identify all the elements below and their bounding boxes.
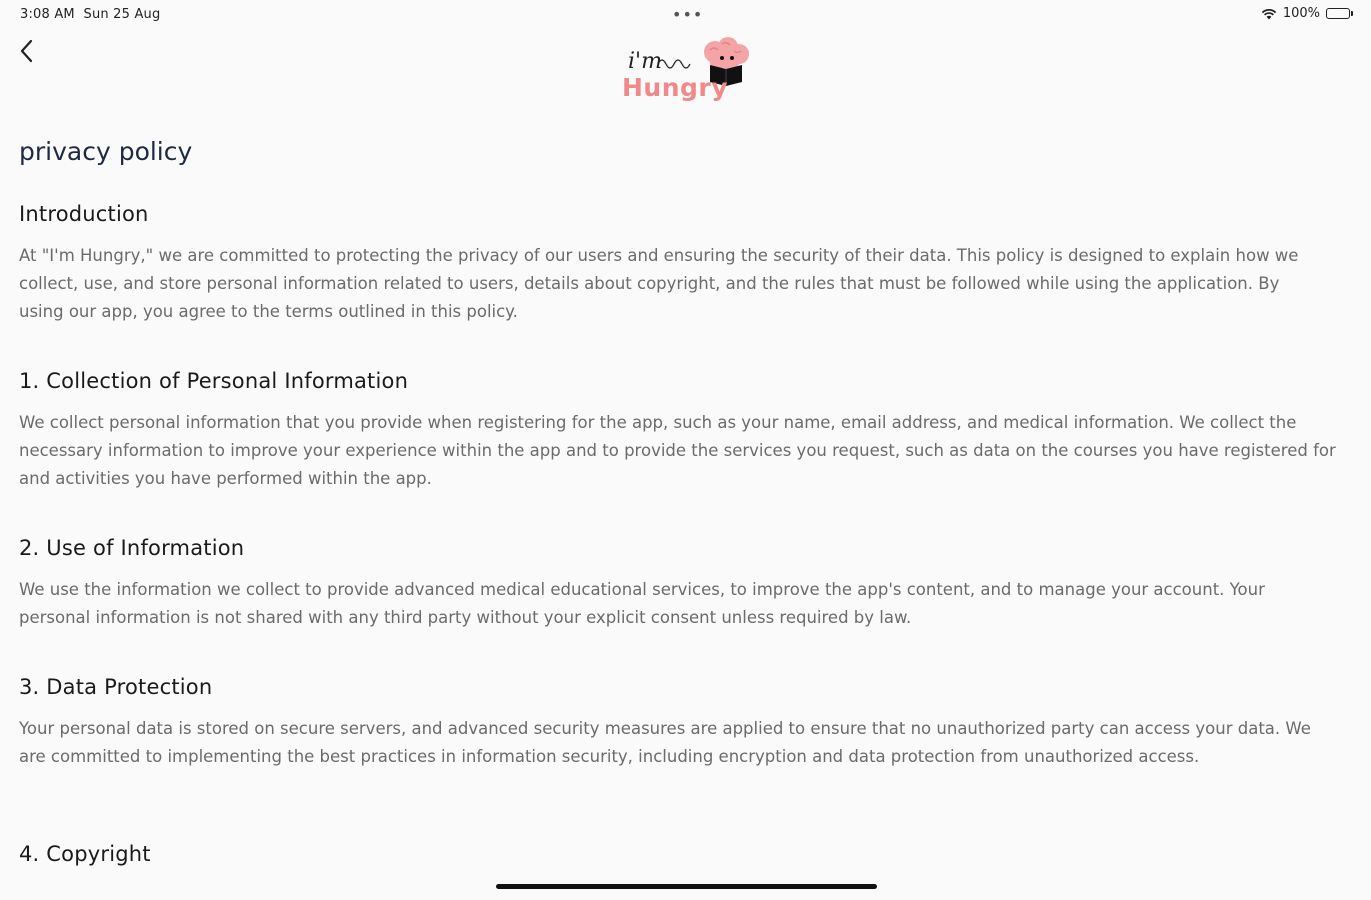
status-right <box>1261 6 1353 21</box>
status-clock: 3:08 AM <box>20 7 75 22</box>
logo-text-im: i'm <box>628 49 662 74</box>
section-body: At "I'm Hungry," we are committed to protecting the privacy of our users and ensuring the security of their data. This policy is designed to explain how we collect, use, and store personal information related to users, details about copyright, and the rules that must be followed while using the application. By using our app, you agree to the terms outlined in this policy. <box>19 246 1299 321</box>
section-heading: 4. Copyright <box>19 842 151 866</box>
section-heading: 1. Collection of Personal Information <box>19 369 409 393</box>
status-time <box>20 7 160 22</box>
section-body: We use the information we collect to provide advanced medical educational services, to improve the app's content, and to manage your account. Your personal information is not shared with any third party without your explicit consent unless required by law. <box>19 580 1265 627</box>
status-date: Sun 25 Aug <box>83 7 161 22</box>
section-introduction <box>19 200 1329 326</box>
section-body: Your personal data is stored on secure servers, and advanced security measures are applied to ensure that no unauthorized party can access your data. We are committed to implementing the best practices in information security, including encryption and data protection from unauthorized access. <box>19 719 1311 766</box>
im-hungry-logo-icon <box>618 34 754 108</box>
chevron-left-icon <box>20 39 34 63</box>
section-heading: 3. Data Protection <box>19 675 213 699</box>
section-data-protection <box>19 673 1329 771</box>
back-button[interactable] <box>14 36 40 66</box>
wifi-icon <box>1261 8 1277 20</box>
section-collection <box>19 367 1359 493</box>
logo-text-hungry: Hungry <box>622 73 729 102</box>
battery-percent: 100% <box>1282 6 1320 21</box>
home-indicator[interactable] <box>496 884 877 889</box>
section-body: We collect personal information that you provide when registering for the app, such as your name, email address, and medical information. We collect the necessary information to improve your experience within the app and to provide the services you request, such as data on the courses you have registered for and activities you have performed within the app. <box>19 413 1336 488</box>
page-title: privacy policy <box>19 137 193 166</box>
section-heading: 2. Use of Information <box>19 536 245 560</box>
battery-icon <box>1326 8 1353 19</box>
multitasking-dots-icon[interactable]: ••• <box>672 5 704 24</box>
app-logo <box>618 34 754 108</box>
section-heading: Introduction <box>19 202 149 226</box>
section-use <box>19 534 1329 632</box>
status-bar <box>0 0 1371 30</box>
policy-content <box>19 130 1359 866</box>
section-copyright <box>19 840 1329 868</box>
